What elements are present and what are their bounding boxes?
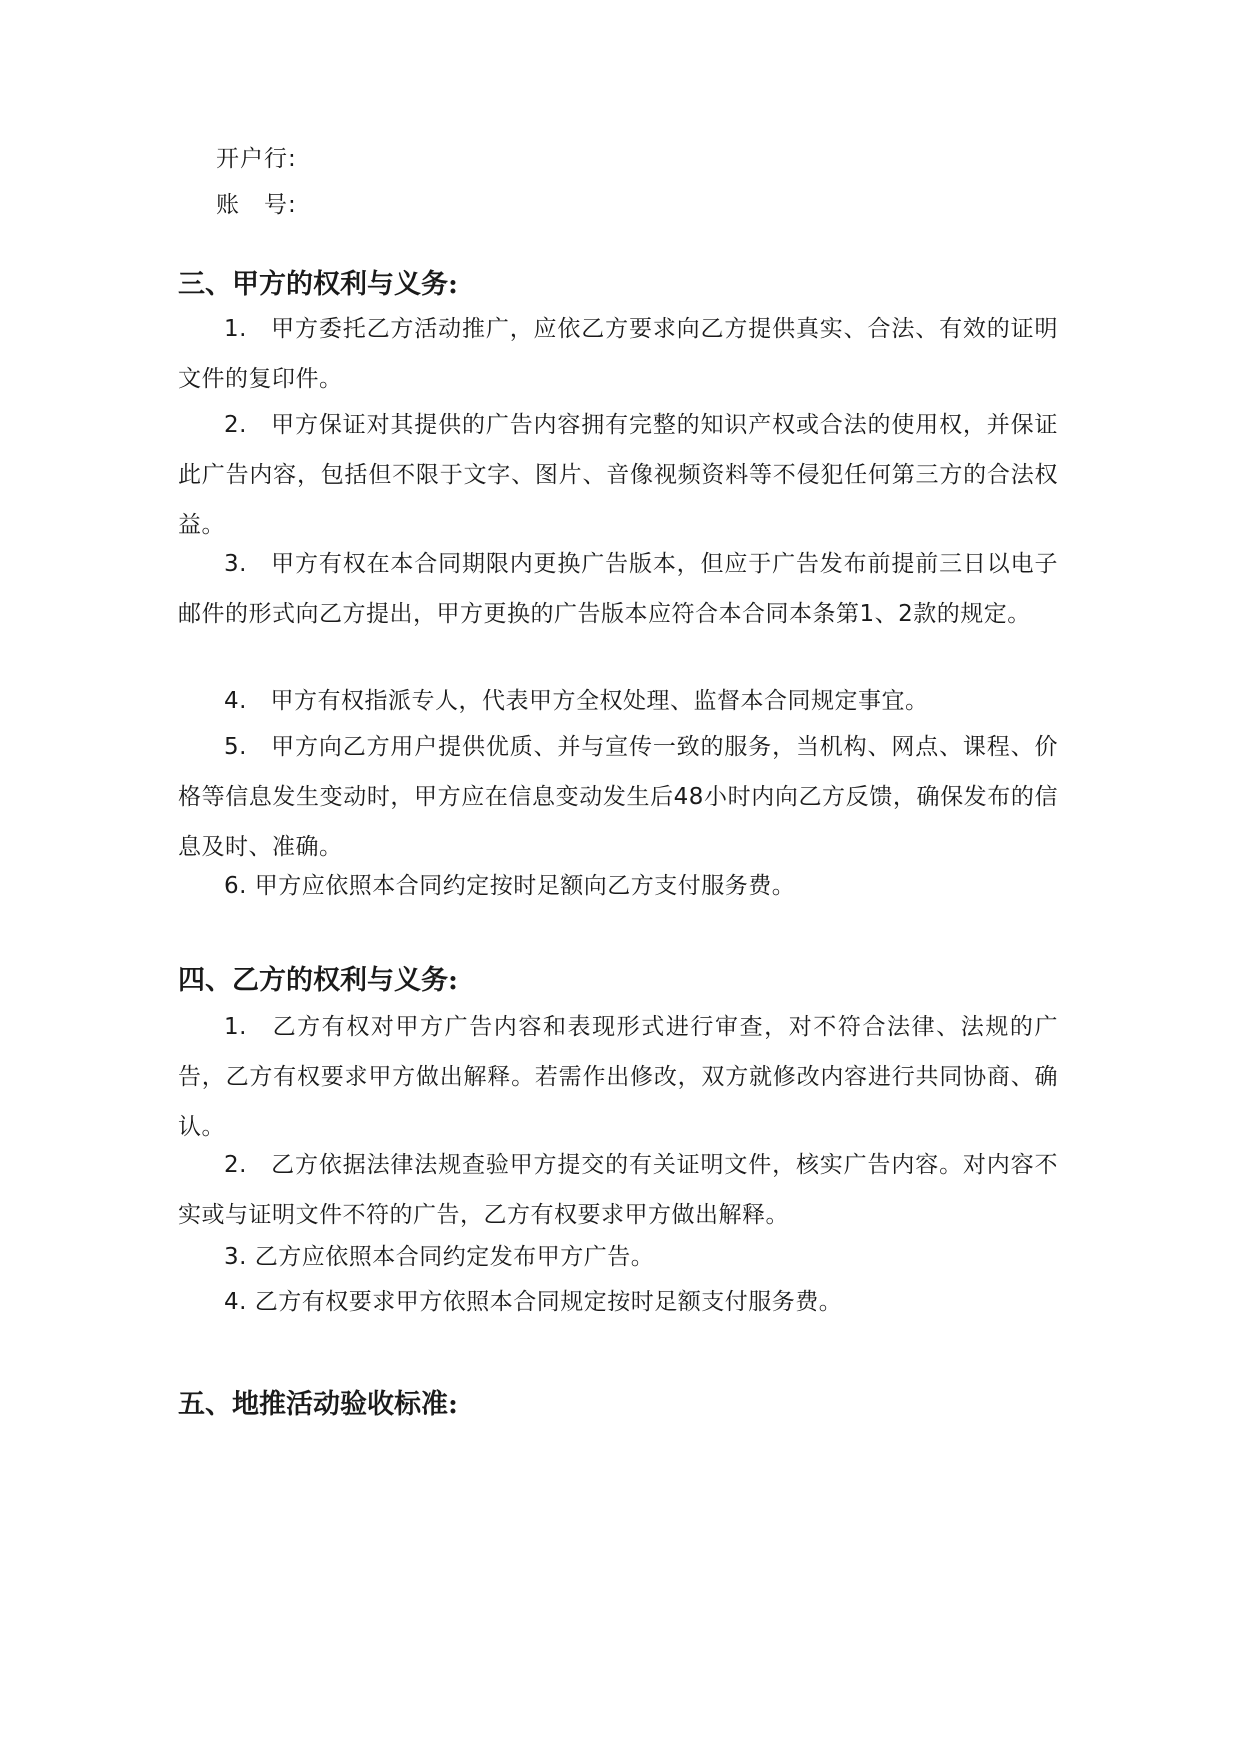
section-3-item-6: 6. 甲方应依照本合同约定按时足额向乙方支付服务费。 [224,873,796,899]
section-4-item-2: 2. 乙方依据法律法规查验甲方提交的有关证明文件，核实广告内容。对内容不实或与证明文件不符的广告，乙方有权要求甲方做出解释。 [178,1152,1058,1228]
section-3-item-3: 3. 甲方有权在本合同期限内更换广告版本，但应于广告发布前提前三日以电子邮件的形式向乙方提出，甲方更换的广告版本应符合本合同本条第1、2款的规定。 [178,551,1058,627]
section-4-item-1: 1. 乙方有权对甲方广告内容和表现形式进行审查，对不符合法律、法规的广告，乙方有权要求甲方做出解释。若需作出修改，双方就修改内容进行共同协商、确认。 [178,1014,1058,1140]
bank-label: 开户行: [216,146,297,172]
section-3-item-2: 2. 甲方保证对其提供的广告内容拥有完整的知识产权或合法的使用权，并保证此广告内容，包括但不限于文字、图片、音像视频资料等不侵犯任何第三方的合法权益。 [178,412,1058,538]
section-3-item-5: 5. 甲方向乙方用户提供优质、并与宣传一致的服务，当机构、网点、课程、价格等信息发生变动时，甲方应在信息变动发生后48小时内向乙方反馈，确保发布的信息及时、准确。 [178,734,1058,860]
account-label: 账 号: [216,192,297,218]
section-5-heading: 五、地推活动验收标准: [178,1389,458,1420]
section-4-heading: 四、乙方的权利与义务: [178,965,458,996]
section-4-item-3: 3. 乙方应依照本合同约定发布甲方广告。 [224,1244,655,1270]
section-3-item-4: 4. 甲方有权指派专人，代表甲方全权处理、监督本合同规定事宜。 [224,688,929,714]
section-3-item-1: 1. 甲方委托乙方活动推广，应依乙方要求向乙方提供真实、合法、有效的证明文件的复印件。 [178,316,1058,392]
section-3-heading: 三、甲方的权利与义务: [178,269,458,300]
section-4-item-4: 4. 乙方有权要求甲方依照本合同规定按时足额支付服务费。 [224,1289,843,1315]
